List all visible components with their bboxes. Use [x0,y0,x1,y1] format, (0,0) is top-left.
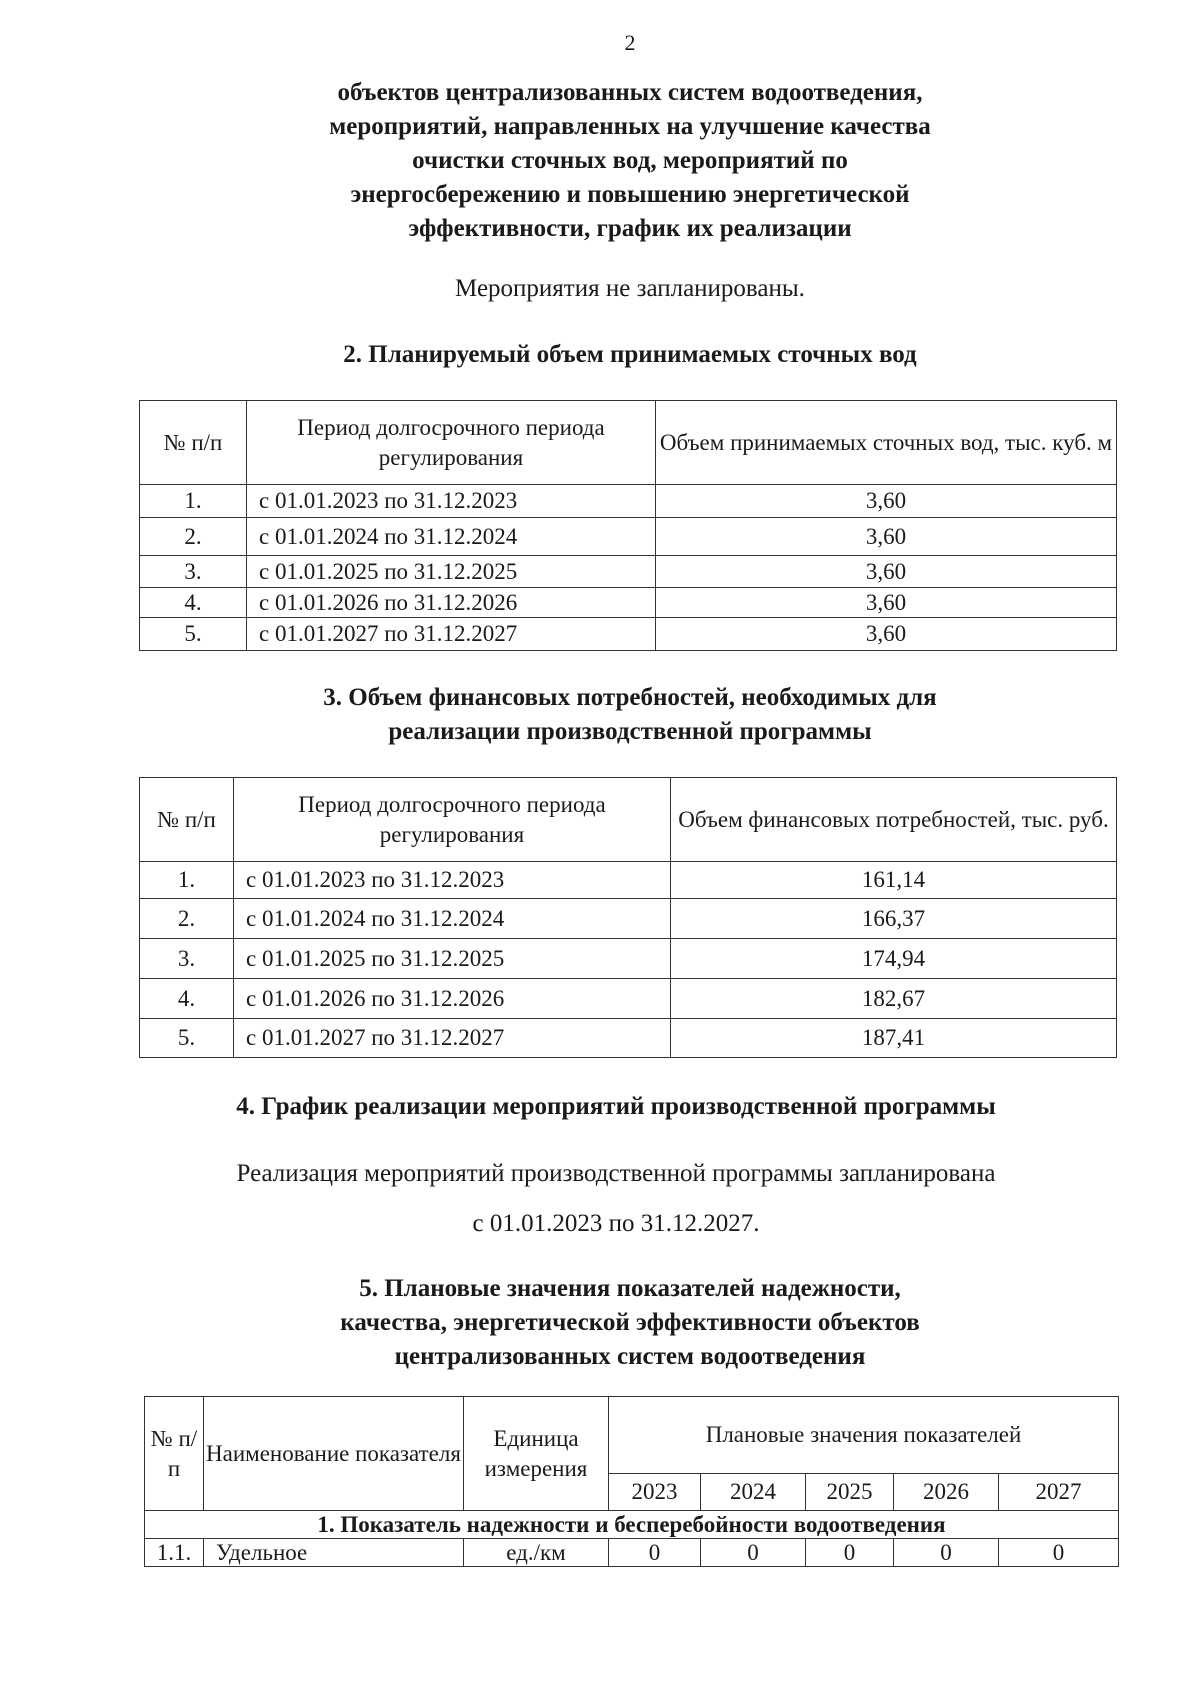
row-period: с 01.01.2026 по 31.12.2026 [247,588,656,618]
row-num: 1. [140,485,247,518]
table-row [140,1019,1117,1058]
section2-table [139,400,1117,651]
row-value: 161,14 [671,862,1117,899]
row-period: с 01.01.2023 по 31.12.2023 [247,485,656,518]
section5-title-line: 5. Плановые значения показателей надежности, [359,1275,901,1302]
intro-heading [0,76,1200,246]
row-value: 3,60 [656,485,1117,518]
row-value: 0 [806,1539,894,1567]
intro-heading-line: эффективности, график их реализации [408,215,852,242]
intro-heading-line: мероприятий, направленных на улучшение качества [329,113,931,140]
intro-heading-line: объектов централизованных систем водоотведения, [337,79,923,106]
section5-table [144,1396,1119,1567]
row-period: с 01.01.2023 по 31.12.2023 [234,862,671,899]
section5-title [0,1272,1200,1374]
row-period: с 01.01.2025 по 31.12.2025 [247,556,656,588]
row-num: 2. [140,518,247,556]
section4-text-line1: Реализация мероприятий производственной программы запланирована [236,1160,996,1187]
row-num: 1.1. [145,1539,204,1567]
row-num: 3. [140,939,234,979]
year-header: 2023 [609,1474,701,1511]
group-row [145,1511,1119,1539]
row-period: с 01.01.2025 по 31.12.2025 [234,939,671,979]
row-value: 0 [701,1539,806,1567]
intro-text: Мероприятия не запланированы. [455,275,805,302]
col-plan-header: Плановые значения показателей [609,1397,1119,1474]
row-value: 187,41 [671,1019,1117,1058]
year-header: 2025 [806,1474,894,1511]
col-num-header: № п/п [145,1397,204,1511]
row-value: 3,60 [656,588,1117,618]
row-value: 166,37 [671,899,1117,939]
table-row [145,1539,1119,1567]
row-period: с 01.01.2026 по 31.12.2026 [234,979,671,1019]
section3-table [139,777,1117,1058]
row-period: с 01.01.2027 по 31.12.2027 [234,1019,671,1058]
table-row [140,518,1117,556]
intro-heading-line: очистки сточных вод, мероприятий по [412,147,848,174]
table-row [140,618,1117,651]
row-num: 4. [140,588,247,618]
section3-title [0,681,1200,749]
table-row [140,862,1117,899]
row-num: 4. [140,979,234,1019]
col-period-header: Период долгосрочного периода регулирования [234,778,671,862]
row-value: 3,60 [656,556,1117,588]
section4-text-line2: с 01.01.2023 по 31.12.2027. [472,1210,760,1237]
row-value: 0 [609,1539,701,1567]
section3-title-line: 3. Объем финансовых потребностей, необходимых для [323,684,937,711]
row-name: Удельное [204,1539,464,1567]
row-period: с 01.01.2024 по 31.12.2024 [247,518,656,556]
row-value: 174,94 [671,939,1117,979]
table-row [140,588,1117,618]
row-num: 3. [140,556,247,588]
row-period: с 01.01.2024 по 31.12.2024 [234,899,671,939]
year-header: 2026 [894,1474,999,1511]
row-value: 3,60 [656,518,1117,556]
row-value: 3,60 [656,618,1117,651]
table-row [140,556,1117,588]
col-num-header: № п/п [140,778,234,862]
col-num-header: № п/п [140,401,247,485]
col-name-header: Наименование показателя [204,1397,464,1511]
row-num: 1. [140,862,234,899]
page-number: 2 [624,30,636,55]
year-header: 2027 [999,1474,1119,1511]
intro-heading-line: энергосбережению и повышению энергетической [350,181,910,208]
section5-title-line: качества, энергетической эффективности объектов [340,1309,920,1336]
row-num: 5. [140,1019,234,1058]
year-header: 2024 [701,1474,806,1511]
row-num: 2. [140,899,234,939]
row-num: 5. [140,618,247,651]
col-period-header: Период долгосрочного периода регулирования [247,401,656,485]
section2-title: 2. Планируемый объем принимаемых сточных вод [343,341,917,368]
table-row [140,979,1117,1019]
section4-title: 4. График реализации мероприятий производственной программы [236,1093,996,1120]
table-row [140,485,1117,518]
section5-title-line: централизованных систем водоотведения [394,1343,866,1370]
table-row [140,939,1117,979]
col-value-header: Объем принимаемых сточных вод, тыс. куб. м [656,401,1117,485]
group-title: 1. Показатель надежности и бесперебойности водоотведения [145,1511,1119,1539]
row-unit: ед./км [464,1539,609,1567]
row-value: 0 [894,1539,999,1567]
row-value: 0 [999,1539,1119,1567]
table-row [140,899,1117,939]
col-unit-header: Единица измерения [464,1397,609,1511]
row-period: с 01.01.2027 по 31.12.2027 [247,618,656,651]
section3-title-line: реализации производственной программы [388,718,872,745]
col-value-header: Объем финансовых потребностей, тыс. руб. [671,778,1117,862]
row-value: 182,67 [671,979,1117,1019]
